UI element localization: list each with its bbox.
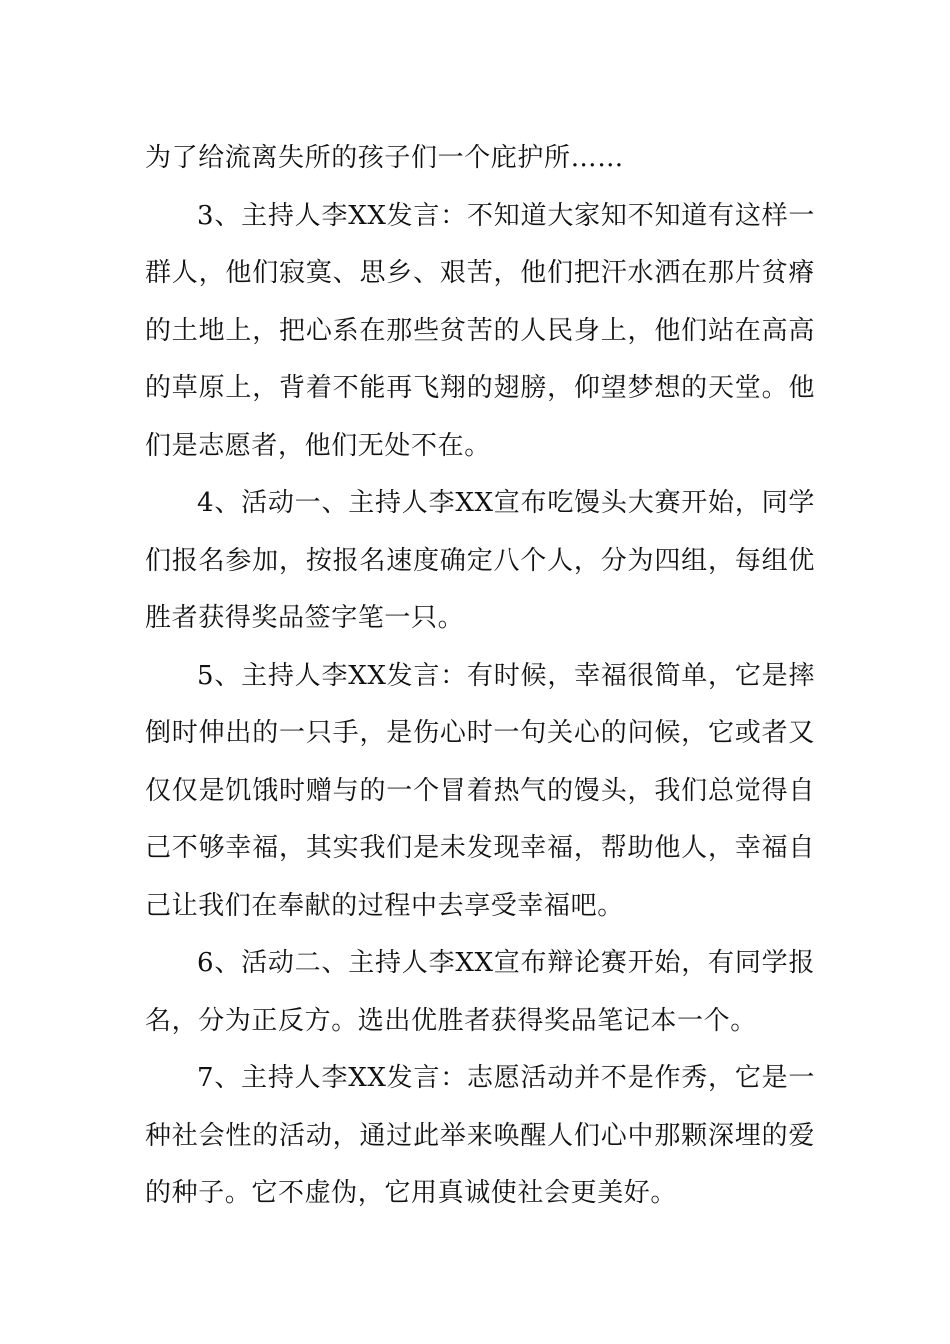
document-body xyxy=(145,130,815,1223)
paragraph-item-4: 4、活动一、主持人李XX宣布吃馒头大赛开始，同学们报名参加，按报名速度确定八个人，分为四组，每组优胜者获得奖品签字笔一只。 xyxy=(145,488,815,633)
paragraph-item-3: 3、主持人李XX发言：不知道大家知不知道有这样一群人，他们寂寞、思乡、艰苦，他们把汗水洒在那片贫瘠的土地上，把心系在那些贫苦的人民身上，他们站在高高的草原上，背着不能再飞翔的翅膀，仰望梦想的天堂。他们是志愿者，他们无处不在。 xyxy=(145,200,815,461)
paragraph-item-5: 5、主持人李XX发言：有时候，幸福很简单，它是摔倒时伸出的一只手，是伤心时一句关心的问候，它或者又仅仅是饥饿时赠与的一个冒着热气的馒头，我们总觉得自己不够幸福，其实我们是未发现幸福，帮助他人，幸福自己让我们在奉献的过程中去享受幸福吧。 xyxy=(145,660,815,921)
paragraph-item-7: 7、主持人李XX发言：志愿活动并不是作秀，它是一种社会性的活动，通过此举来唤醒人们心中那颗深埋的爱的种子。它不虚伪，它用真诚使社会更美好。 xyxy=(145,1063,815,1208)
paragraph-continuation: 为了给流离失所的孩子们一个庇护所…… xyxy=(145,143,624,173)
paragraph-item-6: 6、活动二、主持人李XX宣布辩论赛开始，有同学报名，分为正反方。选出优胜者获得奖品笔记本一个。 xyxy=(145,948,815,1036)
